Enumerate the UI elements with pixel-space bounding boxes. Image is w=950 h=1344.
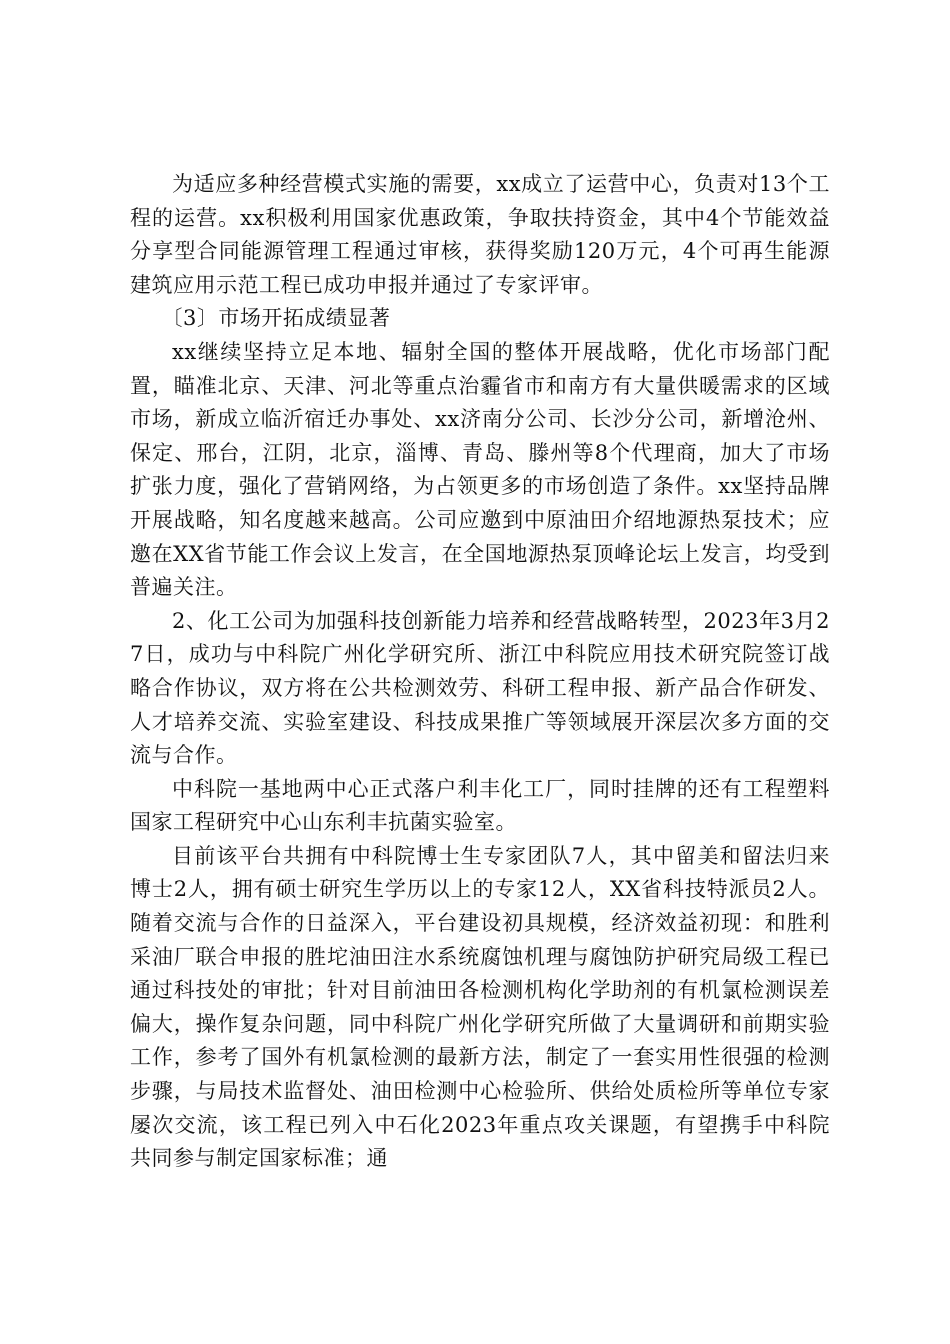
paragraph-market-expansion: xx继续坚持立足本地、辐射全国的整体开展战略，优化市场部门配置，瞄准北京、天津、河北等重点治霾省市和南方有大量供暖需求的区域市场，新成立临沂宿迁办事处、xx济南分公司、长沙分公司，新增沧州、保定、邢台，江阴，北京，淄博、青岛、滕州等8个代理商，加大了市场扩张力度，强化了营销网络，为占领更多的市场创造了条件。xx坚持品牌开展战略，知名度越来越高。公司应邀到中原油田介绍地源热泵技术；应邀在XX省节能工作会议上发言，在全国地源热泵顶峰论坛上发言，均受到普遍关注。 bbox=[130, 339, 830, 600]
paragraph-chemical-company: 2、化工公司为加强科技创新能力培养和经营战略转型，2023年3月27日，成功与中科院广州化学研究所、浙江中科院应用技术研究院签订战略合作协议，双方将在公共检测效劳、科研工程申报、新产品合作研发、人才培养交流、实验室建设、科技成果推广等领域展开深层次多方面的交流与合作。 bbox=[130, 608, 830, 768]
section-heading-market: 〔3〕市场开拓成绩显著 bbox=[161, 306, 391, 331]
paragraph-cas-base: 中科院一基地两中心正式落户利丰化工厂，同时挂牌的还有工程塑料国家工程研究中心山东利丰抗菌实验室。 bbox=[130, 776, 830, 835]
document-page bbox=[130, 168, 830, 1176]
paragraph-operations-center: 为适应多种经营模式实施的需要，xx成立了运营中心，负责对13个工程的运营。xx积极利用国家优惠政策，争取扶持资金，其中4个节能效益分享型合同能源管理工程通过审核，获得奖励120万元，4个可再生能源建筑应用示范工程已成功申报并通过了专家评审。 bbox=[130, 172, 830, 297]
paragraph-platform-team: 目前该平台共拥有中科院博士生专家团队7人，其中留美和留法归来博士2人，拥有硕士研究生学历以上的专家12人，XX省科技特派员2人。随着交流与合作的日益深入，平台建设初具规模，经济效益初现：和胜利采油厂联合申报的胜坨油田注水系统腐蚀机理与腐蚀防护研究局级工程已通过科技处的审批；针对目前油田各检测机构化学助剂的有机氯检测误差偏大，操作复杂问题，同中科院广州化学研究所做了大量调研和前期实验工作，参考了国外有机氯检测的最新方法，制定了一套实用性很强的检测步骤，与局技术监督处、油田检测中心检验所、供给处质检所等单位专家屡次交流，该工程已列入中石化2023年重点攻关课题，有望携手中科院共同参与制定国家标准；通 bbox=[130, 843, 830, 1171]
